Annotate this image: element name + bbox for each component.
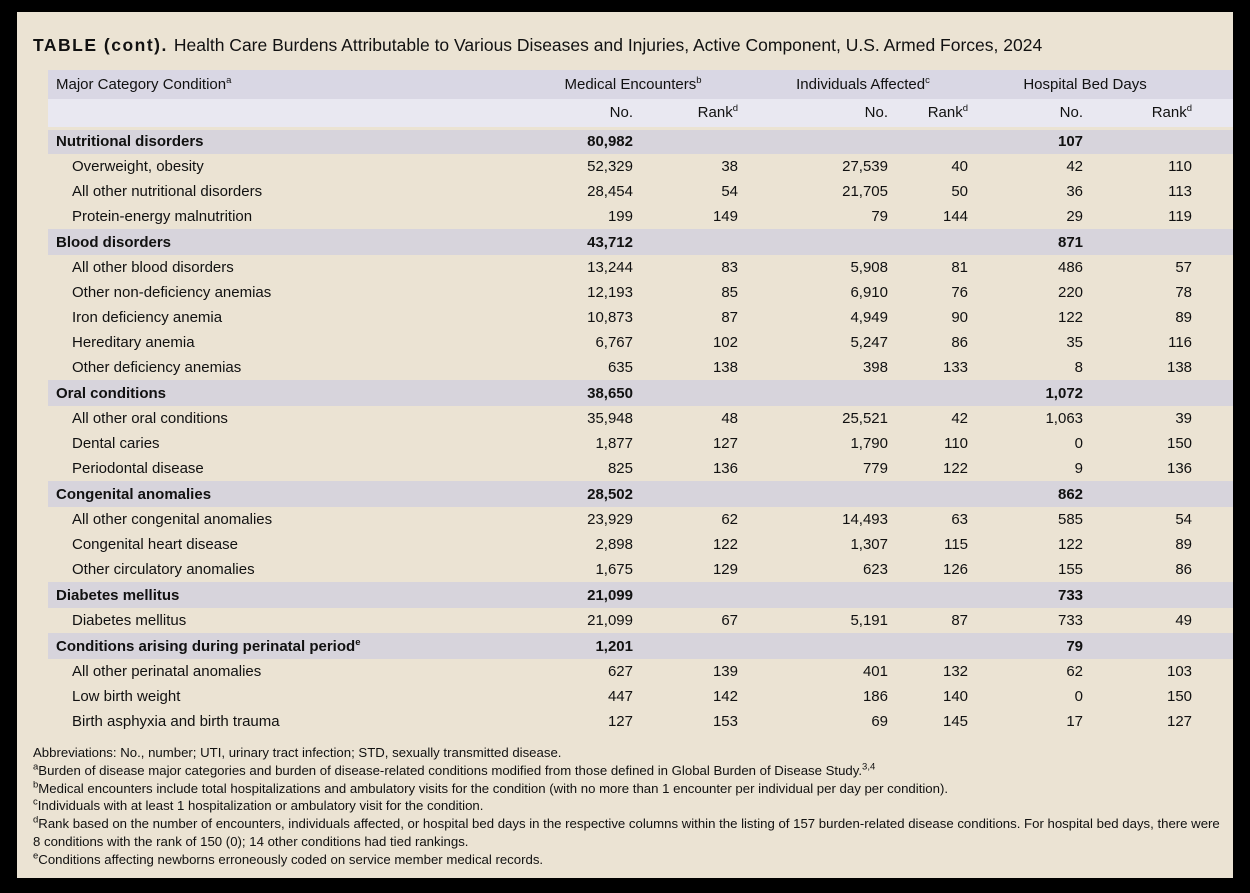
- subheader-label: No.: [864, 104, 888, 122]
- col-header-condition: [48, 70, 518, 99]
- condition-cell: [48, 582, 518, 608]
- table-row: [48, 431, 1233, 456]
- encounters-no-cell: 80,982: [518, 128, 643, 154]
- col-header-medical-encounters-sup: b: [696, 75, 702, 86]
- subheader-rank-sup: d: [732, 103, 738, 115]
- col-header-condition-label: Major Category Condition: [56, 76, 227, 93]
- category-name: Blood disorders: [56, 233, 172, 251]
- encounters-rank-cell: 129: [643, 557, 748, 582]
- table-row: [48, 204, 1233, 229]
- col-header-hospital-bed-days: [978, 70, 1233, 99]
- category-name: Conditions arising during perinatal period: [56, 637, 356, 655]
- table-row: [48, 608, 1233, 633]
- beddays-no-cell: 733: [978, 582, 1093, 608]
- table-row: [48, 330, 1233, 355]
- condition-cell: [48, 633, 518, 659]
- condition-cell: All other blood disorders: [48, 255, 518, 280]
- table-row: [48, 532, 1233, 557]
- condition-cell: Diabetes mellitus: [48, 608, 518, 633]
- table-row: [48, 154, 1233, 179]
- encounters-rank-cell: 48: [643, 406, 748, 431]
- table-row: [48, 456, 1233, 481]
- beddays-rank-cell: 57: [1093, 255, 1233, 280]
- subheader-label: No.: [609, 104, 633, 122]
- encounters-rank-cell: 122: [643, 532, 748, 557]
- beddays-rank-cell: 89: [1093, 305, 1233, 330]
- footnote-marker: a: [33, 761, 39, 773]
- subheader-rank-sup: d: [962, 103, 969, 115]
- encounters-no-cell: 127: [518, 709, 643, 734]
- beddays-no-cell: 122: [978, 532, 1093, 557]
- beddays-rank-cell: 127: [1093, 709, 1233, 734]
- table-header: [48, 70, 1233, 128]
- beddays-no-cell: 122: [978, 305, 1093, 330]
- condition-cell: [48, 380, 518, 406]
- category-name: Diabetes mellitus: [56, 586, 180, 604]
- individuals-no-cell: 21,705: [748, 179, 898, 204]
- beddays-rank-cell: [1093, 229, 1233, 255]
- individuals-rank-cell: 110: [898, 431, 978, 456]
- beddays-rank-cell: [1093, 128, 1233, 154]
- individuals-no-cell: 623: [748, 557, 898, 582]
- beddays-no-cell: 862: [978, 481, 1093, 507]
- encounters-rank-cell: 62: [643, 507, 748, 532]
- beddays-rank-cell: 113: [1093, 179, 1233, 204]
- encounters-no-cell: 6,767: [518, 330, 643, 355]
- individuals-rank-cell: 115: [898, 532, 978, 557]
- individuals-rank-cell: 86: [898, 330, 978, 355]
- encounters-rank-cell: [643, 481, 748, 507]
- beddays-rank-cell: 78: [1093, 280, 1233, 305]
- subheader-label: Rank: [697, 104, 733, 122]
- encounters-no-cell: 447: [518, 684, 643, 709]
- individuals-rank-cell: [898, 229, 978, 255]
- beddays-no-cell: 871: [978, 229, 1093, 255]
- beddays-no-cell: 79: [978, 633, 1093, 659]
- encounters-no-cell: 2,898: [518, 532, 643, 557]
- table-row: [48, 406, 1233, 431]
- beddays-rank-cell: 49: [1093, 608, 1233, 633]
- table-row: [48, 709, 1233, 734]
- table-row: [48, 684, 1233, 709]
- encounters-no-cell: 825: [518, 456, 643, 481]
- individuals-no-cell: 4,949: [748, 305, 898, 330]
- subheader-spacer: [48, 99, 518, 128]
- beddays-rank-cell: [1093, 582, 1233, 608]
- subheader-encounters-no: [518, 99, 643, 128]
- individuals-rank-cell: [898, 582, 978, 608]
- report-page: [17, 12, 1233, 878]
- table-row: [48, 280, 1233, 305]
- individuals-rank-cell: 132: [898, 659, 978, 684]
- individuals-rank-cell: 126: [898, 557, 978, 582]
- col-header-hospital-bed-days-label: Hospital Bed Days: [1023, 76, 1147, 93]
- col-header-individuals-affected: [748, 70, 978, 99]
- encounters-no-cell: 28,454: [518, 179, 643, 204]
- individuals-no-cell: [748, 128, 898, 154]
- encounters-no-cell: 38,650: [518, 380, 643, 406]
- encounters-rank-cell: [643, 128, 748, 154]
- category-row: [48, 633, 1233, 659]
- individuals-rank-cell: 90: [898, 305, 978, 330]
- condition-cell: All other perinatal anomalies: [48, 659, 518, 684]
- subheader-beddays-rank: [1093, 99, 1233, 128]
- individuals-rank-cell: [898, 633, 978, 659]
- individuals-no-cell: 5,247: [748, 330, 898, 355]
- encounters-rank-cell: 102: [643, 330, 748, 355]
- encounters-rank-cell: 142: [643, 684, 748, 709]
- table-row: [48, 659, 1233, 684]
- individuals-no-cell: 14,493: [748, 507, 898, 532]
- beddays-rank-cell: 110: [1093, 154, 1233, 179]
- individuals-no-cell: 5,908: [748, 255, 898, 280]
- col-header-individuals-affected-sup: c: [925, 75, 930, 86]
- footnote-text: Conditions affecting newborns erroneously coded on service member medical records.: [38, 851, 544, 867]
- individuals-no-cell: 6,910: [748, 280, 898, 305]
- encounters-rank-cell: 83: [643, 255, 748, 280]
- individuals-no-cell: 1,307: [748, 532, 898, 557]
- category-name: Nutritional disorders: [56, 133, 204, 151]
- category-row: [48, 128, 1233, 154]
- encounters-rank-cell: 54: [643, 179, 748, 204]
- table-body: [48, 128, 1233, 734]
- individuals-no-cell: [748, 380, 898, 406]
- individuals-no-cell: 401: [748, 659, 898, 684]
- encounters-no-cell: 1,201: [518, 633, 643, 659]
- table-row: [48, 507, 1233, 532]
- individuals-rank-cell: 133: [898, 355, 978, 380]
- encounters-no-cell: 52,329: [518, 154, 643, 179]
- encounters-rank-cell: 87: [643, 305, 748, 330]
- individuals-no-cell: 5,191: [748, 608, 898, 633]
- beddays-rank-cell: 89: [1093, 532, 1233, 557]
- col-header-medical-encounters-label: Medical Encounters: [564, 76, 697, 93]
- encounters-no-cell: 28,502: [518, 481, 643, 507]
- condition-cell: [48, 229, 518, 255]
- individuals-rank-cell: 76: [898, 280, 978, 305]
- footnote: [33, 762, 1229, 780]
- beddays-no-cell: 0: [978, 431, 1093, 456]
- footnote: [33, 797, 1229, 815]
- individuals-no-cell: [748, 229, 898, 255]
- encounters-rank-cell: [643, 229, 748, 255]
- table-row: [48, 255, 1233, 280]
- beddays-no-cell: 9: [978, 456, 1093, 481]
- condition-cell: Other circulatory anomalies: [48, 557, 518, 582]
- category-row: [48, 582, 1233, 608]
- beddays-no-cell: 17: [978, 709, 1093, 734]
- beddays-no-cell: 35: [978, 330, 1093, 355]
- encounters-rank-cell: 153: [643, 709, 748, 734]
- beddays-rank-cell: 54: [1093, 507, 1233, 532]
- condition-cell: [48, 128, 518, 154]
- individuals-rank-cell: 63: [898, 507, 978, 532]
- footnote-citation-sup: 3,4: [862, 761, 876, 773]
- encounters-no-cell: 10,873: [518, 305, 643, 330]
- encounters-rank-cell: [643, 633, 748, 659]
- encounters-no-cell: 21,099: [518, 582, 643, 608]
- footnote-marker: d: [33, 814, 39, 826]
- table-title-text: Health Care Burdens Attributable to Various Diseases and Injuries, Active Component, U.S. Armed Forces, 2024: [173, 35, 1043, 55]
- individuals-rank-cell: 144: [898, 204, 978, 229]
- individuals-no-cell: 25,521: [748, 406, 898, 431]
- table-title-label: TABLE (cont).: [33, 35, 168, 55]
- beddays-rank-cell: [1093, 481, 1233, 507]
- individuals-no-cell: 69: [748, 709, 898, 734]
- encounters-no-cell: 627: [518, 659, 643, 684]
- beddays-rank-cell: 103: [1093, 659, 1233, 684]
- encounters-no-cell: 12,193: [518, 280, 643, 305]
- condition-cell: All other nutritional disorders: [48, 179, 518, 204]
- footnote-marker: c: [33, 797, 38, 808]
- table-row: [48, 557, 1233, 582]
- footnote-text: Individuals with at least 1 hospitalization or ambulatory visit for the condition.: [37, 798, 484, 814]
- footnote: [33, 815, 1229, 851]
- condition-cell: Hereditary anemia: [48, 330, 518, 355]
- category-row: [48, 229, 1233, 255]
- col-header-medical-encounters: [518, 70, 748, 99]
- beddays-no-cell: 42: [978, 154, 1093, 179]
- individuals-no-cell: [748, 633, 898, 659]
- encounters-no-cell: 1,877: [518, 431, 643, 456]
- beddays-rank-cell: 150: [1093, 684, 1233, 709]
- encounters-no-cell: 23,929: [518, 507, 643, 532]
- individuals-rank-cell: 42: [898, 406, 978, 431]
- footnote: [33, 744, 1229, 762]
- encounters-rank-cell: 67: [643, 608, 748, 633]
- beddays-rank-cell: 86: [1093, 557, 1233, 582]
- condition-cell: Protein-energy malnutrition: [48, 204, 518, 229]
- individuals-rank-cell: [898, 481, 978, 507]
- table-row: [48, 305, 1233, 330]
- subheader-rank-sup: d: [1186, 103, 1193, 115]
- subheader-individuals-rank: [898, 99, 978, 128]
- condition-cell: Dental caries: [48, 431, 518, 456]
- col-header-individuals-affected-label: Individuals Affected: [796, 76, 926, 93]
- encounters-rank-cell: 138: [643, 355, 748, 380]
- footnote-marker: e: [33, 850, 39, 862]
- beddays-rank-cell: 119: [1093, 204, 1233, 229]
- footnote-text: Medical encounters include total hospitalizations and ambulatory visits for the condition (with no more than 1 encounter per individual per day per condition).: [38, 780, 949, 796]
- encounters-rank-cell: 127: [643, 431, 748, 456]
- encounters-rank-cell: [643, 380, 748, 406]
- subheader-encounters-rank: [643, 99, 748, 128]
- subheader-label: No.: [1059, 104, 1084, 122]
- individuals-rank-cell: 81: [898, 255, 978, 280]
- individuals-rank-cell: 87: [898, 608, 978, 633]
- encounters-rank-cell: [643, 582, 748, 608]
- beddays-rank-cell: 138: [1093, 355, 1233, 380]
- individuals-no-cell: 779: [748, 456, 898, 481]
- encounters-rank-cell: 38: [643, 154, 748, 179]
- footnote-marker: b: [33, 779, 39, 791]
- subheader-individuals-no: [748, 99, 898, 128]
- category-name: Congenital anomalies: [56, 485, 212, 503]
- encounters-no-cell: 635: [518, 355, 643, 380]
- individuals-no-cell: 79: [748, 204, 898, 229]
- individuals-no-cell: 186: [748, 684, 898, 709]
- footnote: [33, 780, 1229, 798]
- beddays-no-cell: 733: [978, 608, 1093, 633]
- condition-cell: [48, 481, 518, 507]
- encounters-no-cell: 43,712: [518, 229, 643, 255]
- encounters-rank-cell: 85: [643, 280, 748, 305]
- burden-table: [48, 70, 1233, 734]
- individuals-no-cell: 1,790: [748, 431, 898, 456]
- condition-cell: Periodontal disease: [48, 456, 518, 481]
- beddays-no-cell: 62: [978, 659, 1093, 684]
- table-row: [48, 179, 1233, 204]
- beddays-no-cell: 585: [978, 507, 1093, 532]
- encounters-rank-cell: 149: [643, 204, 748, 229]
- encounters-rank-cell: 139: [643, 659, 748, 684]
- subheader-beddays-no: [978, 99, 1093, 128]
- condition-cell: Low birth weight: [48, 684, 518, 709]
- individuals-no-cell: [748, 582, 898, 608]
- condition-cell: Other deficiency anemias: [48, 355, 518, 380]
- condition-cell: Overweight, obesity: [48, 154, 518, 179]
- beddays-no-cell: 1,063: [978, 406, 1093, 431]
- beddays-rank-cell: [1093, 380, 1233, 406]
- subheader-label: Rank: [927, 104, 963, 122]
- individuals-no-cell: [748, 481, 898, 507]
- individuals-no-cell: 27,539: [748, 154, 898, 179]
- beddays-no-cell: 486: [978, 255, 1093, 280]
- col-header-condition-sup: a: [226, 75, 232, 86]
- footnote-text: Rank based on the number of encounters, individuals affected, or hospital bed days in the respective columns within the listing of 157 burden-related disease conditions. For hospital bed days, there were 8 conditions with the rank of 150 (0); 14 other conditions had tied rankings.: [33, 816, 1220, 849]
- category-row: [48, 380, 1233, 406]
- beddays-rank-cell: 39: [1093, 406, 1233, 431]
- beddays-rank-cell: 150: [1093, 431, 1233, 456]
- beddays-no-cell: 0: [978, 684, 1093, 709]
- footnote-text: Abbreviations: No., number; UTI, urinary tract infection; STD, sexually transmitted disease.: [33, 745, 562, 760]
- table-title: [33, 34, 1217, 56]
- condition-cell: All other congenital anomalies: [48, 507, 518, 532]
- beddays-no-cell: 220: [978, 280, 1093, 305]
- encounters-no-cell: 35,948: [518, 406, 643, 431]
- beddays-rank-cell: [1093, 633, 1233, 659]
- subheader-label: Rank: [1151, 104, 1187, 122]
- condition-cell: Birth asphyxia and birth trauma: [48, 709, 518, 734]
- encounters-no-cell: 13,244: [518, 255, 643, 280]
- footnote: [33, 851, 1229, 869]
- table-header-row-groups: [48, 70, 1233, 99]
- category-name-sup: e: [355, 636, 361, 648]
- condition-cell: Congenital heart disease: [48, 532, 518, 557]
- individuals-rank-cell: 122: [898, 456, 978, 481]
- condition-cell: All other oral conditions: [48, 406, 518, 431]
- individuals-rank-cell: [898, 128, 978, 154]
- beddays-no-cell: 155: [978, 557, 1093, 582]
- beddays-no-cell: 107: [978, 128, 1093, 154]
- encounters-rank-cell: 136: [643, 456, 748, 481]
- beddays-rank-cell: 116: [1093, 330, 1233, 355]
- footnote-text: Burden of disease major categories and burden of disease-related conditions modified from those defined in Global Burden of Disease Study.: [38, 762, 863, 778]
- category-row: [48, 481, 1233, 507]
- beddays-no-cell: 29: [978, 204, 1093, 229]
- table-header-row-sub: [48, 99, 1233, 128]
- encounters-no-cell: 199: [518, 204, 643, 229]
- individuals-rank-cell: 145: [898, 709, 978, 734]
- footnotes: [33, 744, 1229, 869]
- condition-cell: Other non-deficiency anemias: [48, 280, 518, 305]
- beddays-no-cell: 8: [978, 355, 1093, 380]
- individuals-rank-cell: 40: [898, 154, 978, 179]
- encounters-no-cell: 21,099: [518, 608, 643, 633]
- beddays-no-cell: 1,072: [978, 380, 1093, 406]
- encounters-no-cell: 1,675: [518, 557, 643, 582]
- individuals-no-cell: 398: [748, 355, 898, 380]
- individuals-rank-cell: 50: [898, 179, 978, 204]
- condition-cell: Iron deficiency anemia: [48, 305, 518, 330]
- beddays-rank-cell: 136: [1093, 456, 1233, 481]
- category-name: Oral conditions: [56, 384, 167, 402]
- individuals-rank-cell: 140: [898, 684, 978, 709]
- individuals-rank-cell: [898, 380, 978, 406]
- table-row: [48, 355, 1233, 380]
- beddays-no-cell: 36: [978, 179, 1093, 204]
